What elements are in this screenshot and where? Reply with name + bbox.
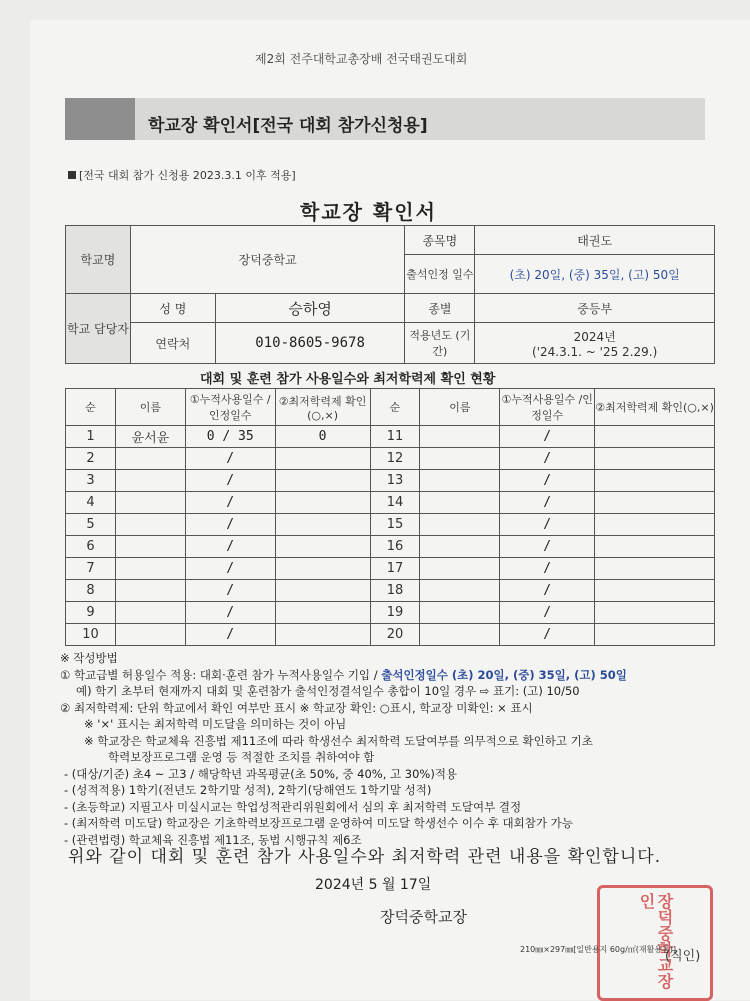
row-check bbox=[275, 580, 370, 602]
row-check bbox=[595, 536, 715, 558]
row-no: 10 bbox=[66, 624, 116, 646]
year-value: 2024년 bbox=[573, 329, 616, 344]
row-no: 16 bbox=[370, 536, 420, 558]
applied-note-text: [전국 대회 참가 신청용 2023.3.1 이후 적용] bbox=[79, 169, 296, 182]
event-title: 제2회 전주대학교총장배 전국태권도대회 bbox=[255, 52, 468, 66]
row-no: 12 bbox=[370, 448, 420, 470]
confirm-text: 위와 같이 대회 및 훈련 참가 사용일수와 최저학력 관련 내용을 확인합니다. bbox=[68, 847, 662, 867]
period-value: ('24.3.1. ~ '25 2.29.) bbox=[532, 344, 658, 359]
seal-text: 장덕중학교장인 bbox=[637, 893, 674, 989]
name-label: 성 명 bbox=[130, 294, 215, 323]
row-days: / bbox=[500, 470, 595, 492]
form-title: 학교장 확인서 bbox=[300, 200, 437, 224]
grid-header-row bbox=[66, 389, 715, 426]
participation-grid bbox=[65, 388, 715, 646]
row-days: / bbox=[185, 602, 275, 624]
row-days: / bbox=[185, 470, 275, 492]
table-row bbox=[66, 470, 715, 492]
row-no: 14 bbox=[370, 492, 420, 514]
methods-line: 학력보장프로그램 운영 등 적절한 조치를 취하여야 함 bbox=[108, 750, 375, 764]
row-days: / bbox=[500, 514, 595, 536]
school-value: 장덕중학교 bbox=[130, 226, 405, 294]
row-days: / bbox=[500, 492, 595, 514]
sport-label: 종목명 bbox=[405, 226, 475, 255]
row-check bbox=[595, 470, 715, 492]
row-no: 17 bbox=[370, 558, 420, 580]
methods-title: ※ 작성방법 bbox=[60, 651, 118, 665]
row-no: 13 bbox=[370, 470, 420, 492]
grid-title: 대회 및 훈련 참가 사용일수와 최저학력제 확인 현황 bbox=[200, 372, 496, 387]
info-table bbox=[65, 225, 715, 364]
row-name bbox=[420, 514, 500, 536]
row-name bbox=[115, 558, 185, 580]
row-name bbox=[115, 492, 185, 514]
row-days: / bbox=[500, 426, 595, 448]
row-no: 3 bbox=[66, 470, 116, 492]
methods-line: ※ '×' 표시는 최저학력 미도달을 의미하는 것이 아님 bbox=[84, 717, 347, 731]
year-cell bbox=[475, 323, 715, 364]
row-name bbox=[115, 514, 185, 536]
row-days: / bbox=[185, 580, 275, 602]
table-row bbox=[66, 602, 715, 624]
row-no: 11 bbox=[370, 426, 420, 448]
row-days: / bbox=[500, 558, 595, 580]
row-check bbox=[595, 558, 715, 580]
row-check bbox=[595, 580, 715, 602]
methods-line: - (최저학력 미도달) 학교장은 기초학력보장프로그램 운영하여 미도달 학생선수 이수 후 대회참가 가능 bbox=[64, 816, 573, 830]
methods-line: - (성적적용) 1학기(전년도 2학기말 성적), 2학기(당해연도 1학기말 성적) bbox=[64, 783, 432, 797]
row-name bbox=[420, 602, 500, 624]
row-no: 6 bbox=[66, 536, 116, 558]
methods-line: - (관련법령) 학교체육 진흥법 제11조, 동법 시행규칙 제6조 bbox=[64, 832, 362, 847]
row-check bbox=[275, 492, 370, 514]
row-days: / bbox=[500, 536, 595, 558]
header-check-right: ②최저학력제 확인(○,×) bbox=[595, 389, 715, 426]
row-days: / bbox=[185, 448, 275, 470]
row-check: 0 bbox=[275, 426, 370, 448]
row-check bbox=[595, 624, 715, 646]
row-days: / bbox=[185, 624, 275, 646]
attendance-label: 출석인정 일수 bbox=[405, 255, 475, 294]
row-days: / bbox=[185, 492, 275, 514]
header-no-right: 순 bbox=[370, 389, 420, 426]
table-row bbox=[66, 514, 715, 536]
row-days: / bbox=[500, 602, 595, 624]
row-days: / bbox=[500, 580, 595, 602]
row-name bbox=[420, 448, 500, 470]
methods-line: - (초등학교) 지필고사 미실시교는 학업성적관리위원회에서 심의 후 최저학력 도달여부 결정 bbox=[64, 799, 522, 814]
header-check-left: ②최저학력제 확인(○,×) bbox=[275, 389, 370, 426]
table-row bbox=[66, 492, 715, 514]
row-name bbox=[420, 558, 500, 580]
row-name bbox=[420, 470, 500, 492]
row-no: 20 bbox=[370, 624, 420, 646]
row-check bbox=[275, 448, 370, 470]
square-bullet-icon bbox=[68, 171, 76, 179]
table-row bbox=[66, 558, 715, 580]
name-value: 승하영 bbox=[215, 294, 405, 323]
row-days: / bbox=[500, 448, 595, 470]
row-name bbox=[420, 426, 500, 448]
row-name bbox=[115, 602, 185, 624]
table-row bbox=[66, 580, 715, 602]
row-no: 7 bbox=[66, 558, 116, 580]
header-days-left: ①누적사용일수 /인정일수 bbox=[185, 389, 275, 426]
row-check bbox=[275, 536, 370, 558]
year-label: 적용년도 (기간) bbox=[405, 323, 475, 364]
row-check bbox=[275, 558, 370, 580]
contact-label: 연락처 bbox=[130, 323, 215, 364]
methods-line1-a: ① 학교급별 허용일수 적용: 대회·훈련 참가 누적사용일수 기입 / bbox=[60, 667, 382, 682]
paper-size-note: 210㎜×297㎜[일반용지 60g/㎡(재활용품)] bbox=[520, 945, 677, 954]
methods-line bbox=[60, 667, 740, 684]
row-no: 8 bbox=[66, 580, 116, 602]
attendance-value: (초) 20일, (중) 35일, (고) 50일 bbox=[475, 255, 715, 294]
row-check bbox=[275, 624, 370, 646]
table-row bbox=[66, 536, 715, 558]
row-no: 19 bbox=[370, 602, 420, 624]
row-name: 윤서윤 bbox=[115, 426, 185, 448]
division-label: 종별 bbox=[405, 294, 475, 323]
applied-note bbox=[68, 167, 296, 183]
row-days: / bbox=[185, 536, 275, 558]
methods-line1-b: 출석인정일수 (초) 20일, (중) 35일, (고) 50일 bbox=[381, 667, 627, 682]
methods-line: ※ 학교장은 학교체육 진흥법 제11조에 따라 학생선수 최저학력 도달여부를 의무적으로 확인하고 기초 bbox=[84, 733, 593, 748]
division-value: 중등부 bbox=[475, 294, 715, 323]
table-row bbox=[66, 448, 715, 470]
row-no: 2 bbox=[66, 448, 116, 470]
date-text: 2024년 5 월 17일 bbox=[315, 877, 432, 893]
grid-body bbox=[66, 426, 715, 646]
staff-label: 학교 담당자 bbox=[66, 294, 131, 364]
row-days: / bbox=[185, 514, 275, 536]
row-check bbox=[275, 514, 370, 536]
row-check bbox=[275, 470, 370, 492]
header-days-right: ①누적사용일수 /인정일수 bbox=[500, 389, 595, 426]
row-no: 4 bbox=[66, 492, 116, 514]
row-days: / bbox=[500, 624, 595, 646]
row-name bbox=[115, 624, 185, 646]
row-no: 18 bbox=[370, 580, 420, 602]
table-row bbox=[66, 624, 715, 646]
row-check bbox=[595, 448, 715, 470]
school-label: 학교명 bbox=[66, 226, 131, 294]
doc-heading: 학교장 확인서[전국 대회 참가신청용] bbox=[148, 116, 428, 136]
row-name bbox=[115, 580, 185, 602]
row-check bbox=[595, 514, 715, 536]
row-name bbox=[420, 536, 500, 558]
row-check bbox=[595, 426, 715, 448]
row-no: 9 bbox=[66, 602, 116, 624]
row-days: 0 / 35 bbox=[185, 426, 275, 448]
header-no-left: 순 bbox=[66, 389, 116, 426]
header-name-left: 이름 bbox=[115, 389, 185, 426]
principal-seal bbox=[597, 885, 713, 1001]
sport-value: 태권도 bbox=[475, 226, 715, 255]
row-name bbox=[420, 492, 500, 514]
row-check bbox=[275, 602, 370, 624]
row-check bbox=[595, 492, 715, 514]
row-no: 15 bbox=[370, 514, 420, 536]
methods-line: 예) 학기 초부터 현재까지 대회 및 훈련참가 출석인정결석일수 총합이 10일 경우 ⇨ 표기: (고) 10/50 bbox=[76, 684, 580, 698]
header-name-right: 이름 bbox=[420, 389, 500, 426]
row-no: 1 bbox=[66, 426, 116, 448]
row-check bbox=[595, 602, 715, 624]
row-name bbox=[420, 624, 500, 646]
row-name bbox=[420, 580, 500, 602]
principal-name: 장덕중학교장 bbox=[380, 908, 467, 926]
table-row bbox=[66, 426, 715, 448]
row-days: / bbox=[185, 558, 275, 580]
writing-methods bbox=[60, 650, 740, 848]
methods-line: ② 최저학력제: 단위 학교에서 확인 여부만 표시 ※ 학교장 확인: ○표시, 학교장 미확인: × 표시 bbox=[60, 700, 533, 715]
row-name bbox=[115, 536, 185, 558]
stamp-label: (직인) bbox=[665, 949, 701, 964]
methods-line: - (대상/기준) 초4 ~ 고3 / 해당학년 과목평균(초 50%, 중 40%, 고 30%)적용 bbox=[64, 766, 458, 781]
row-name bbox=[115, 470, 185, 492]
row-name bbox=[115, 448, 185, 470]
row-no: 5 bbox=[66, 514, 116, 536]
contact-value: 010-8605-9678 bbox=[215, 323, 405, 364]
